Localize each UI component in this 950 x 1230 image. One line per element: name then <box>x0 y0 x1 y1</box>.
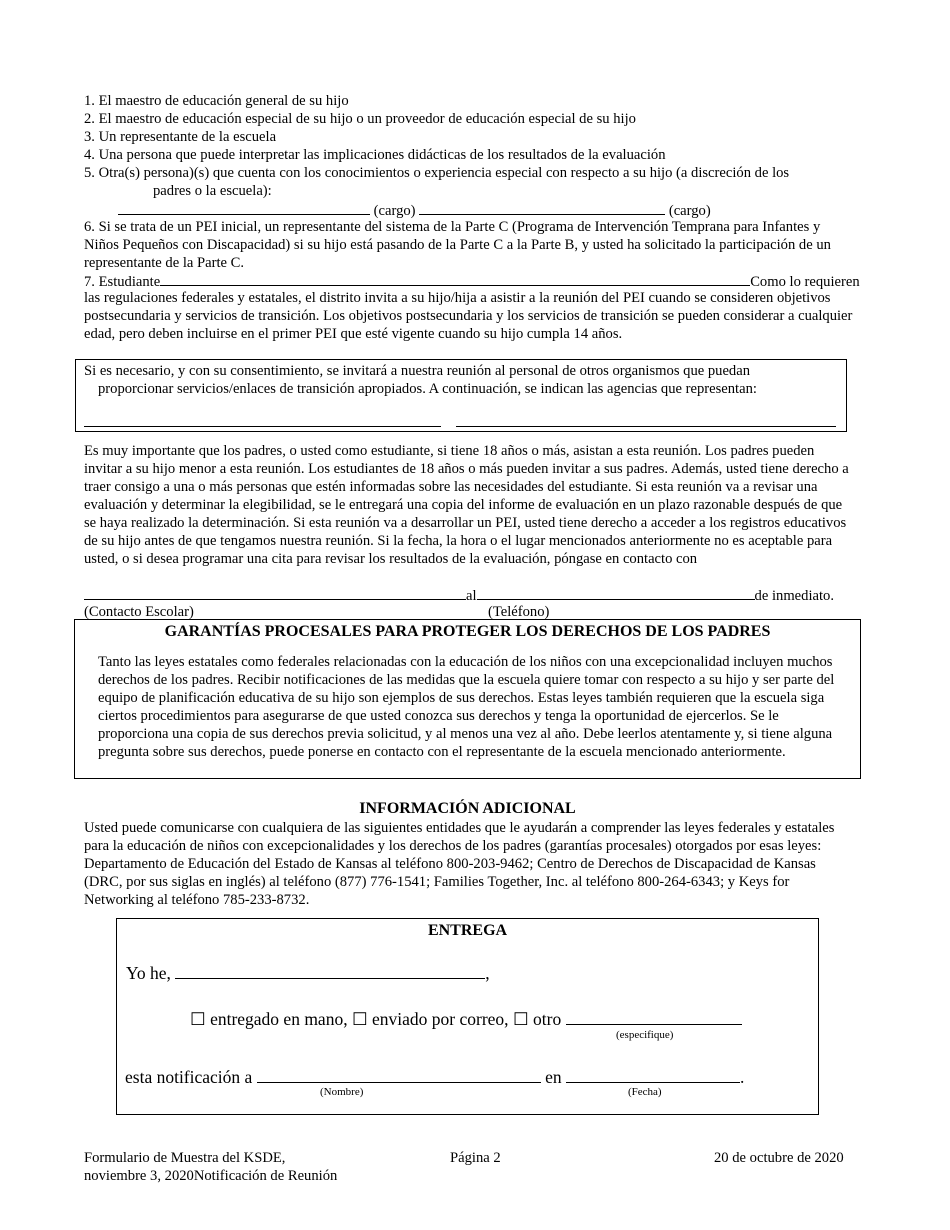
immediately-label: de inmediato. <box>754 588 834 604</box>
list-item-7-row <box>84 271 860 291</box>
list-item-7-body: las regulaciones federales y estatales, el distrito invita a su hijo/hija a asistir a la reunión del PEI cuando se consideren objetivos postsecundaria y servicios de transición. Los objetivos postsecundaria y los servicios de transición se pueden considerar a cualquier edad, pero deben incluirse en el primer PEI que esté vigente cuando su hijo cumpla 14 años. <box>84 290 853 342</box>
other-checkbox[interactable]: ☐ otro <box>512 1009 562 1029</box>
hand-delivered-checkbox[interactable]: ☐ entregado en mano, <box>190 1009 348 1029</box>
notice-to-label: esta notificación a <box>125 1067 253 1087</box>
additional-info-title: INFORMACIÓN ADICIONAL <box>359 800 576 817</box>
contact-row <box>84 585 834 605</box>
list-item-2: 2. El maestro de educación especial de su hijo o un proveedor de educación especial de su hijo <box>84 111 636 127</box>
importance-paragraph: Es muy importante que los padres, o usted como estudiante, si tiene 18 años o más, asistan a esta reunión. Los padres pueden invitar a su hijo menor a esta reunión. Los estudiantes de 18 años o más pueden invitar a sus padres. Además, usted tiene derecho a traer consigo a una o más personas que estén informadas sobre las necesidades del estudiante. Si esta reunión va a revisar una evaluación y determinar la elegibilidad, se le entregará una copia del informe de evaluación en un plazo razonable después de que se haya realizado la determinación. Si esta reunión va a desarrollar un PEI, usted tiene derecho a acceder a los registros educativos de su hijo antes de que tengamos nuestra reunión. Si la fecha, la hora o el lugar mencionados anteriormente no es aceptable para usted, o si desea programar una cita para revisar los resultados de la evaluación, póngase en contacto con <box>84 443 849 567</box>
delivery-title: ENTREGA <box>427 922 508 939</box>
delivery-date-field[interactable] <box>566 1065 740 1083</box>
date-label: (Fecha) <box>628 1086 662 1098</box>
cargo-row <box>118 200 711 220</box>
student-label: 7. Estudiante <box>84 274 161 290</box>
safeguards-body: Tanto las leyes estatales como federales relacionadas con la educación de los niños con una excepcionalidad incluyen muchos derechos de los padres. Recibir notificaciones de las medidas que la escuela quiere tomar con respecto a su hijo y ser parte del equipo de planificación educativa de su hijo son ejemplos de sus derechos. Estas leyes también requieren que la escuela siga ciertos procedimientos para asegurarse de que usted conozca sus derechos y tenga la oportunidad de ejercerlos. Se le proporciona una copia de sus derechos previa solicitud, y al menos una vez al año. Debe leerlos atentamente y, si tiene alguna pregunta sobre sus derechos, puede ponerse en contacto con el representante de la escuela mencionado anteriormente. <box>98 654 835 760</box>
list-item-5-continued: padres o la escuela): <box>153 183 272 199</box>
mailed-checkbox[interactable]: ☐ enviado por correo, <box>351 1009 509 1029</box>
footer-form-name: Formulario de Muestra del KSDE, <box>84 1150 286 1166</box>
school-contact-field[interactable] <box>84 585 466 600</box>
delivery-yo-he-row <box>126 961 490 984</box>
yo-he-label: Yo he, <box>126 963 171 983</box>
cargo-label-1: (cargo) <box>373 203 416 219</box>
name-label: (Nombre) <box>320 1086 364 1098</box>
recipient-name-field[interactable] <box>257 1065 541 1083</box>
cargo-label-2: (cargo) <box>668 203 711 219</box>
other-person-name-field-2[interactable] <box>419 200 665 215</box>
other-person-name-field-1[interactable] <box>118 200 370 215</box>
specify-label: (especifique) <box>616 1029 674 1041</box>
safeguards-title: GARANTÍAS PROCESALES PARA PROTEGER LOS DERECHOS DE LOS PADRES <box>164 623 771 640</box>
phone-field[interactable] <box>477 585 755 600</box>
delivery-method-row <box>190 1007 742 1030</box>
period: . <box>739 1067 745 1087</box>
list-item-4: 4. Una persona que puede interpretar las implicaciones didácticas de los resultados de la evaluación <box>84 147 666 163</box>
list-item-1: 1. El maestro de educación general de su hijo <box>84 93 349 109</box>
school-contact-label: (Contacto Escolar) <box>84 604 194 620</box>
phone-label: (Teléfono) <box>488 604 550 620</box>
list-item-6: 6. Si se trata de un PEI inicial, un representante del sistema de la Parte C (Programa de Intervención Temprana para Infantes y Niños Pequeños con Discapacidad) si su hijo está pasando de la Parte C a la Parte B, y usted ha solicitado la participación de un representante de la Parte C. <box>84 219 831 271</box>
comma: , <box>485 963 490 983</box>
additional-info-body: Usted puede comunicarse con cualquiera de las siguientes entidades que le ayudarán a comprender las leyes federales y estatales para la educación de niños con excepcionalidades y los derechos de los padres (garantías procesales) otorgados por esas leyes: Departamento de Educación del Estado de Kansas al teléfono 800-203-9462; Centro de Derechos de Discapacidad de Kansas (DRC, por sus siglas en inglés) al teléfono (877) 776-1541; Families Together, Inc. al teléfono 800-264-6343; y Keys for Networking al teléfono 785-233-8732. <box>84 820 835 908</box>
agency-field-2[interactable] <box>456 412 836 427</box>
other-method-field[interactable] <box>566 1007 742 1025</box>
agencies-line-1: Si es necesario, y con su consentimiento, se invitará a nuestra reunión al personal de otros organismos que puedan <box>84 363 751 379</box>
notice-to-row <box>125 1065 744 1088</box>
list-item-3: 3. Un representante de la escuela <box>84 129 277 145</box>
al-label: al <box>466 588 477 604</box>
footer-form-subtitle: noviembre 3, 2020Notificación de Reunión <box>84 1168 338 1184</box>
item-7-tail: Como lo requieren <box>750 274 860 290</box>
footer-page-number: Página 2 <box>450 1150 501 1166</box>
list-item-5: 5. Otra(s) persona)(s) que cuenta con los conocimientos o experiencia especial con respecto a su hijo (a discreción de los <box>84 165 790 181</box>
footer-date: 20 de octubre de 2020 <box>714 1150 844 1166</box>
agencies-line-2: proporcionar servicios/enlaces de transición apropiados. A continuación, se indican las agencias que representan: <box>98 381 757 397</box>
student-name-field[interactable] <box>160 271 750 286</box>
on-label: en <box>545 1067 562 1087</box>
agency-field-1[interactable] <box>84 412 441 427</box>
deliverer-name-field[interactable] <box>175 961 485 979</box>
